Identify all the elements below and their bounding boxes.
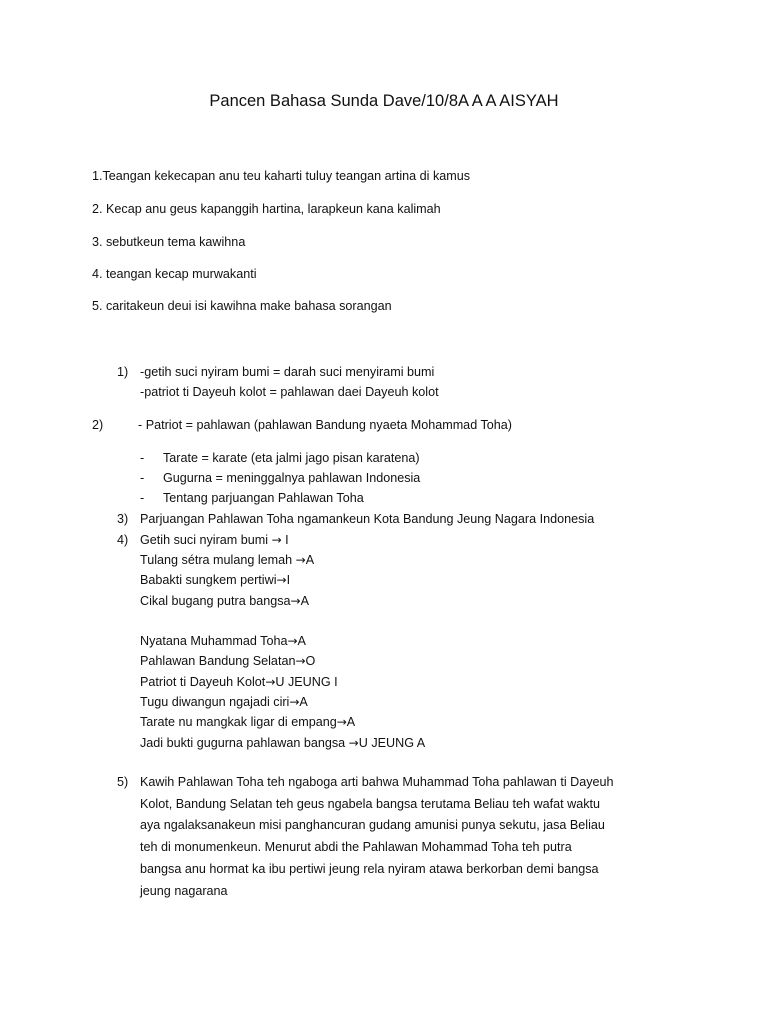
question-2: 2. Kecap anu geus kapanggih hartina, larapkeun kana kalimah	[92, 202, 441, 216]
murwakanti-line: Jadi bukti gugurna pahlawan bangsa →U JEUNG A	[140, 736, 426, 750]
answer-2-bullet: -	[140, 491, 145, 505]
answer-4-number: 4)	[117, 533, 129, 547]
arrow-right-icon: →	[290, 594, 301, 608]
answer-5-paragraph	[140, 772, 680, 902]
paragraph-line: teh di monumenkeun. Menurut abdi the Pahlawan Mohammad Toha teh putra	[140, 840, 572, 855]
answer-1-line-2: -patriot ti Dayeuh kolot = pahlawan daei Dayeuh kolot	[140, 385, 439, 399]
arrow-right-icon: →	[265, 675, 276, 689]
answer-1-number: 1)	[117, 365, 129, 379]
murwakanti-line: Tulang sétra mulang lemah →A	[140, 553, 315, 567]
answer-2-item-2: Gugurna = meninggalnya pahlawan Indonesia	[163, 471, 421, 485]
murwakanti-line: Patriot ti Dayeuh Kolot→U JEUNG I	[140, 675, 338, 689]
answer-2-line: - Patriot = pahlawan (pahlawan Bandung nyaeta Mohammad Toha)	[138, 418, 512, 432]
answer-1-line-1: -getih suci nyiram bumi = darah suci menyirami bumi	[140, 365, 435, 379]
question-5: 5. caritakeun deui isi kawihna make bahasa sorangan	[92, 299, 392, 313]
paragraph-line: bangsa anu hormat ka ibu pertiwi jeung rela nyiram atawa berkorban demi bangsa	[140, 861, 599, 876]
answer-5-number: 5)	[117, 775, 129, 789]
paragraph-line: Kolot, Bandung Selatan teh geus ngabela bangsa terutama Beliau teh wafat waktu	[140, 796, 600, 811]
answer-2-bullet: -	[140, 451, 145, 465]
answer-2-bullet: -	[140, 471, 145, 485]
arrow-right-icon: →	[289, 695, 300, 709]
murwakanti-line: Babakti sungkem pertiwi→I	[140, 573, 291, 587]
arrow-right-icon: →	[295, 654, 306, 668]
murwakanti-line: Cikal bugang putra bangsa→A	[140, 594, 310, 608]
arrow-right-icon: →	[287, 634, 298, 648]
murwakanti-line: Tugu diwangun ngajadi ciri→A	[140, 695, 308, 709]
paragraph-line: aya ngalaksanakeun misi panghancuran gudang amunisi punya sekutu, jasa Beliau	[140, 818, 605, 833]
answer-2-item-1: Tarate = karate (eta jalmi jago pisan karatena)	[163, 451, 420, 465]
answer-2-item-3: Tentang parjuangan Pahlawan Toha	[163, 491, 364, 505]
page-title: Pancen Bahasa Sunda Dave/10/8A A A AISYAH	[209, 92, 559, 110]
question-3: 3. sebutkeun tema kawihna	[92, 235, 246, 249]
murwakanti-line: Pahlawan Bandung Selatan→O	[140, 654, 316, 668]
answer-3-number: 3)	[117, 512, 129, 526]
answer-3-text: Parjuangan Pahlawan Toha ngamankeun Kota Bandung Jeung Nagara Indonesia	[140, 512, 595, 526]
question-4: 4. teangan kecap murwakanti	[92, 267, 257, 281]
arrow-right-icon: →	[348, 736, 359, 750]
murwakanti-line: Tarate nu mangkak ligar di empang→A	[140, 715, 356, 729]
paragraph-line: Kawih Pahlawan Toha teh ngaboga arti bahwa Muhammad Toha pahlawan ti Dayeuh	[140, 775, 614, 789]
arrow-right-icon: →	[336, 715, 347, 729]
paragraph-line: jeung nagarana	[140, 883, 228, 898]
arrow-right-icon: →	[276, 573, 287, 587]
arrow-right-icon: →	[295, 553, 306, 567]
murwakanti-line: Nyatana Muhammad Toha→A	[140, 634, 306, 648]
answer-2-number: 2)	[92, 418, 104, 432]
question-1: 1.Teangan kekecapan anu teu kaharti tuluy teangan artina di kamus	[92, 169, 471, 183]
murwakanti-line: Getih suci nyiram bumi → I	[140, 533, 289, 547]
arrow-right-icon: →	[271, 533, 282, 547]
